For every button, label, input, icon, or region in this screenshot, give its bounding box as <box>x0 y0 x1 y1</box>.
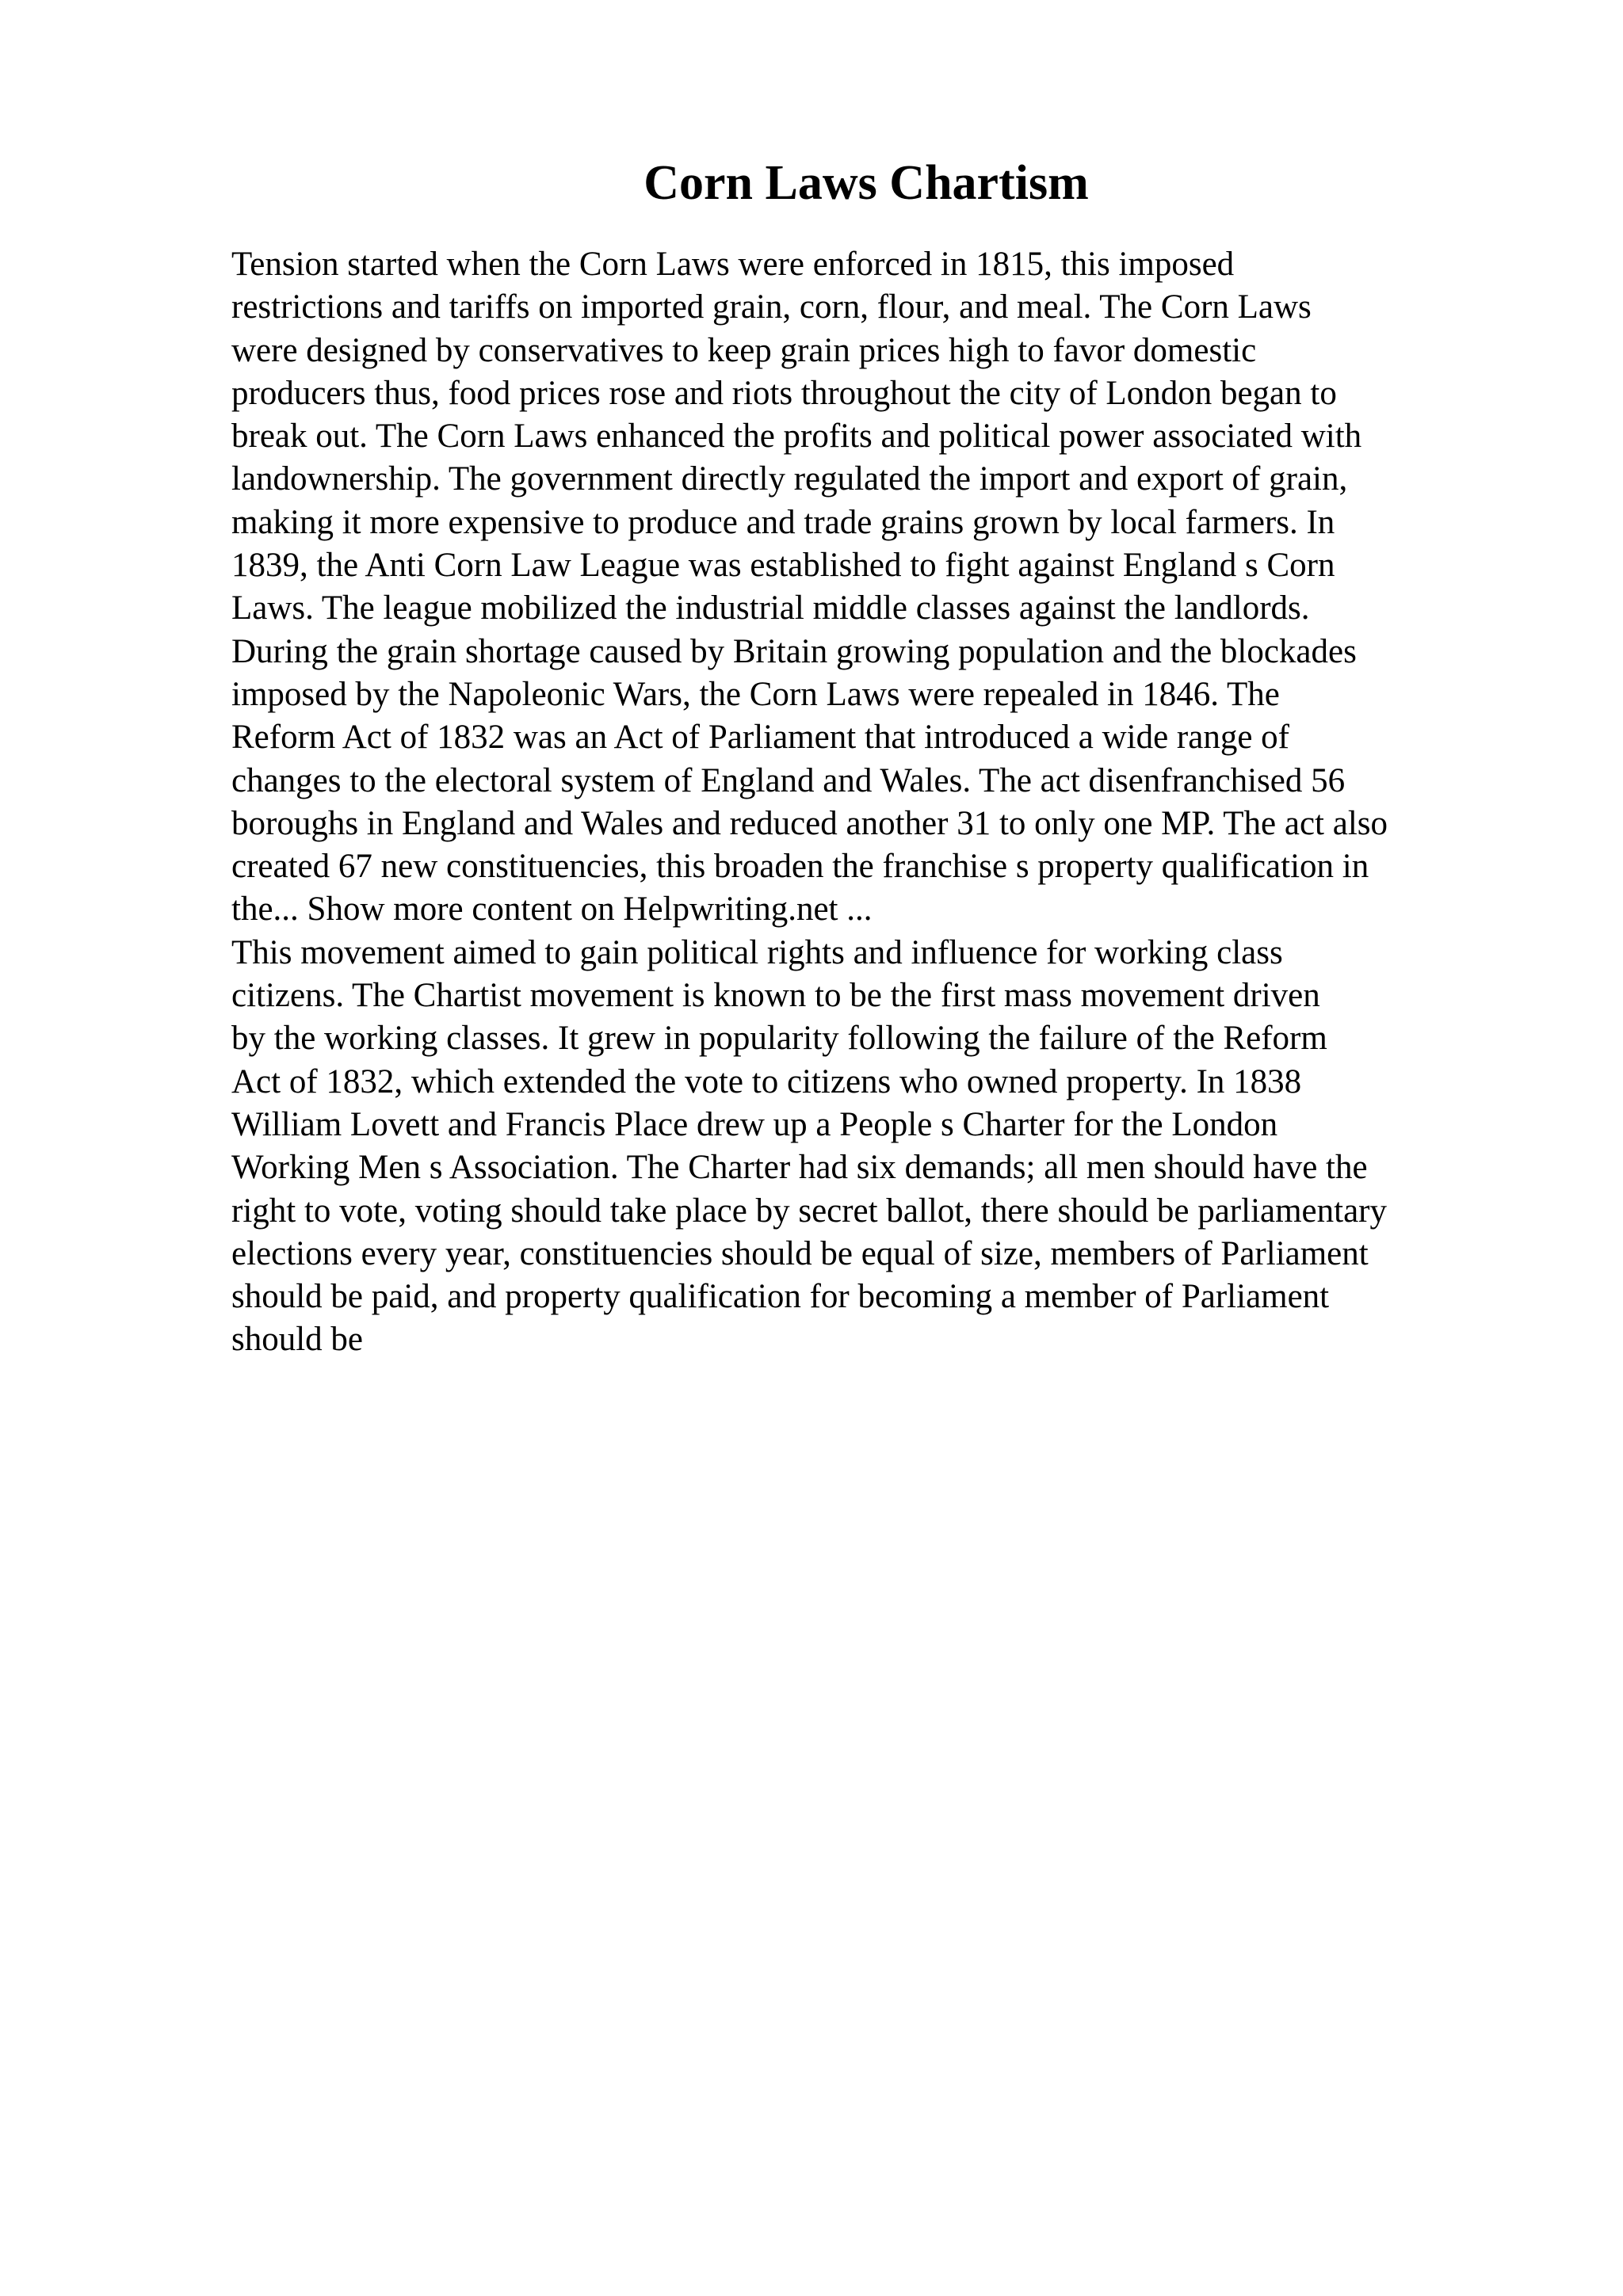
body-line: 1839, the Anti Corn Law League was established to fight against England s Corn <box>231 547 1335 585</box>
body-line: created 67 new constituencies, this broaden the franchise s property qualification in <box>231 848 1369 886</box>
document-body <box>231 243 1579 1362</box>
body-line: Working Men s Association. The Charter had six demands; all men should have the <box>231 1149 1368 1187</box>
body-line: by the working classes. It grew in popularity following the failure of the Reform <box>231 1020 1327 1058</box>
body-line: imposed by the Napoleonic Wars, the Corn Laws were repealed in 1846. The <box>231 675 1280 713</box>
body-line: During the grain shortage caused by Britain growing population and the blockades <box>231 632 1357 670</box>
body-line: should be <box>231 1321 364 1359</box>
body-line: landownership. The government directly regulated the import and export of grain, <box>231 460 1348 498</box>
body-line: restrictions and tariffs on imported grain, corn, flour, and meal. The Corn Laws <box>231 288 1312 326</box>
document-title: Corn Laws Chartism <box>643 156 1089 210</box>
body-line: producers thus, food prices rose and riots throughout the city of London began to <box>231 374 1337 412</box>
body-line: should be paid, and property qualification for becoming a member of Parliament <box>231 1278 1330 1316</box>
body-line: making it more expensive to produce and trade grains grown by local farmers. In <box>231 503 1335 541</box>
body-line: Act of 1832, which extended the vote to citizens who owned property. In 1838 <box>231 1062 1302 1100</box>
body-line: Tension started when the Corn Laws were enforced in 1815, this imposed <box>231 246 1235 283</box>
show-more-line: the... Show more content on Helpwriting.net ... <box>231 891 873 929</box>
body-line: Reform Act of 1832 was an Act of Parliament that introduced a wide range of <box>231 719 1289 757</box>
body-line: Laws. The league mobilized the industrial middle classes against the landlords. <box>231 589 1310 627</box>
body-line: boroughs in England and Wales and reduced another 31 to only one MP. The act also <box>231 804 1388 842</box>
body-line: citizens. The Chartist movement is known to be the first mass movement driven <box>231 977 1320 1015</box>
body-line: break out. The Corn Laws enhanced the profits and political power associated with <box>231 418 1362 456</box>
body-line: changes to the electoral system of England and Wales. The act disenfranchised 56 <box>231 761 1346 799</box>
body-line: This movement aimed to gain political rights and influence for working class <box>231 933 1283 971</box>
body-line: elections every year, constituencies should be equal of size, members of Parliament <box>231 1234 1369 1272</box>
body-line: right to vote, voting should take place by secret ballot, there should be parliamentary <box>231 1192 1387 1230</box>
body-line: William Lovett and Francis Place drew up a People s Charter for the London <box>231 1105 1278 1143</box>
body-line: were designed by conservatives to keep grain prices high to favor domestic <box>231 331 1257 369</box>
